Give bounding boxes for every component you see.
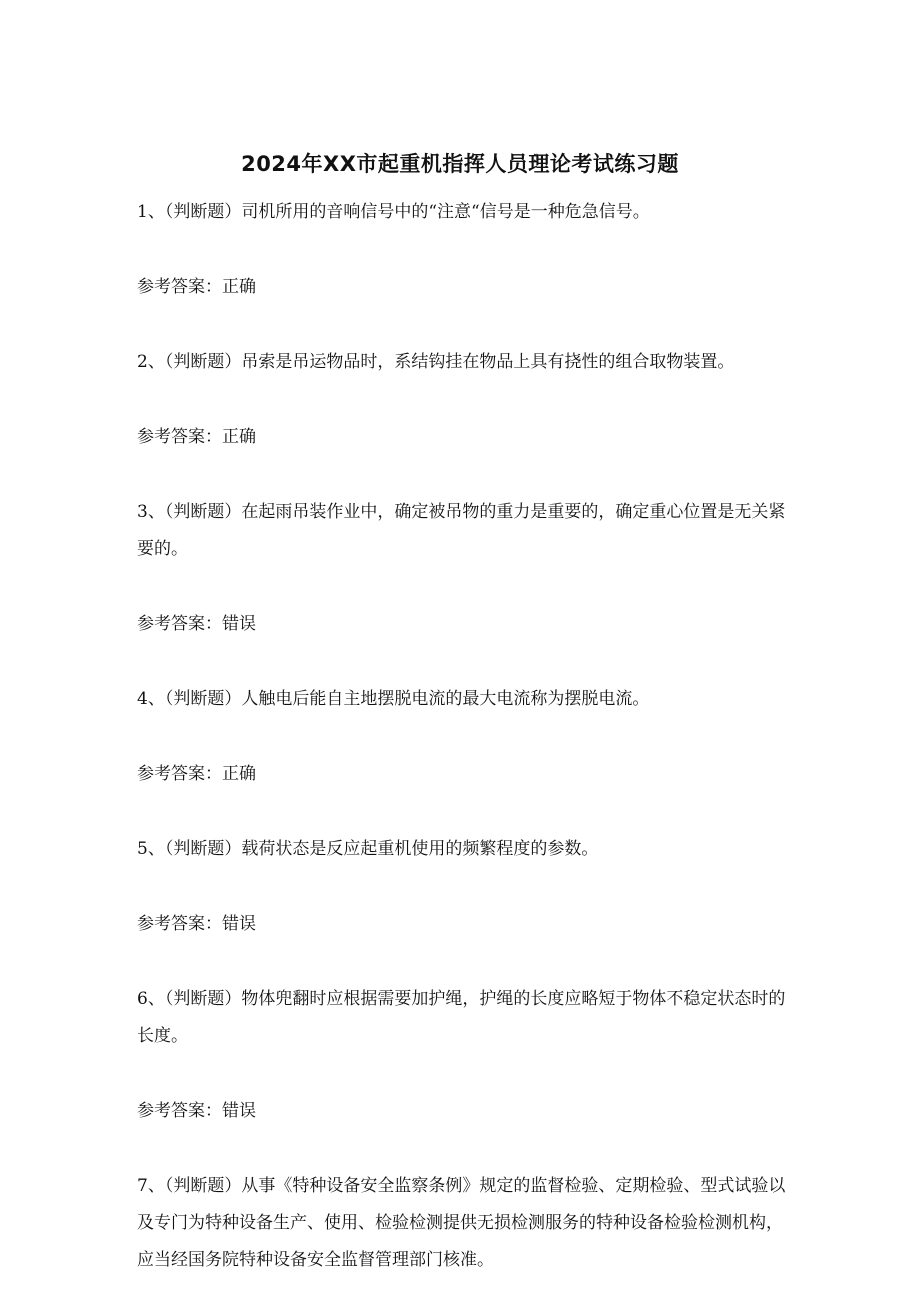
question-3: 3、（判断题）在起雨吊装作业中，确定被吊物的重力是重要的，确定重心位置是无关紧要的。 — [137, 502, 786, 559]
question-6: 6、（判断题）物体兜翻时应根据需要加护绳，护绳的长度应略短于物体不稳定状态时的长度。 — [137, 989, 786, 1046]
answer-2: 参考答案：正确 — [137, 427, 256, 447]
question-2: 2、（判断题）吊索是吊运物品时，系结钩挂在物品上具有挠性的组合取物装置。 — [137, 352, 735, 372]
answer-3: 参考答案：错误 — [137, 614, 256, 634]
answer-4: 参考答案：正确 — [137, 764, 256, 784]
document-title: 2024年XX市起重机指挥人员理论考试练习题 — [241, 152, 679, 176]
question-list — [137, 194, 787, 1279]
question-4: 4、（判断题）人触电后能自主地摆脱电流的最大电流称为摆脱电流。 — [137, 689, 650, 709]
answer-5: 参考答案：错误 — [137, 914, 256, 934]
question-7: 7、（判断题）从事《特种设备安全监察条例》规定的监督检验、定期检验、型式试验以及专门为特种设备生产、使用、检验检测提供无损检测服务的特种设备检验检测机构，应当经国务院特种设备安全监督管理部门核准。 — [137, 1176, 786, 1270]
question-5: 5、（判断题）载荷状态是反应起重机使用的频繁程度的参数。 — [137, 839, 599, 859]
question-1: 1、（判断题）司机所用的音响信号中的“注意“信号是一种危急信号。 — [137, 202, 650, 222]
answer-6: 参考答案：错误 — [137, 1101, 256, 1121]
answer-1: 参考答案：正确 — [137, 277, 256, 297]
